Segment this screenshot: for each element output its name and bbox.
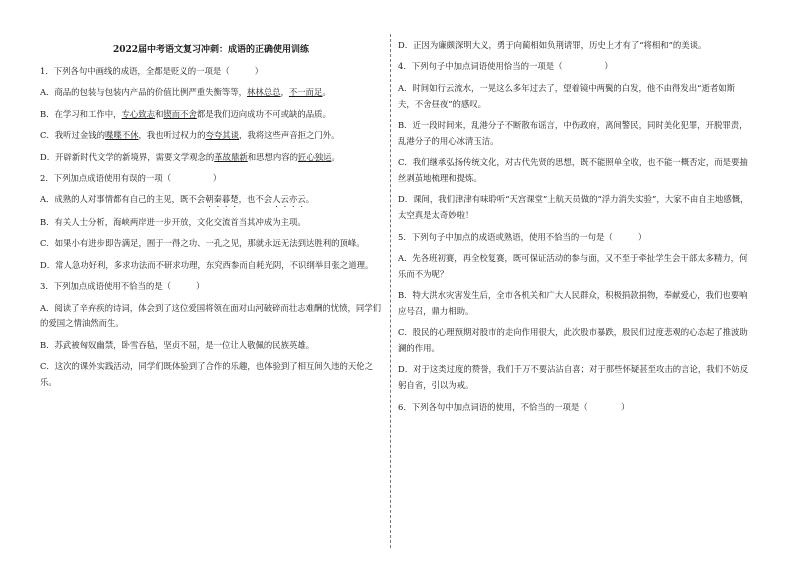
underlined-idiom: 不一而足 bbox=[288, 87, 323, 98]
text-segment: A．阅读了辛弃疾的诗词，体会到了这位爱国将领在面对山河破碎而壮志难酬的忧愤，同学们的爱国之情油然而生。 bbox=[40, 302, 382, 329]
underlined-idiom: 喋喋不休 bbox=[105, 130, 139, 141]
question-line-q2c bbox=[40, 236, 382, 252]
question-line-q1d bbox=[40, 150, 382, 166]
underlined-idiom: 锲而不舍 bbox=[163, 108, 197, 119]
text-segment: C．我们继承弘扬传统文化，对古代先贤的思想，既不能照单全收，也不能一概否定，而是要抽丝剥茧地梳理和提炼。 bbox=[398, 157, 748, 183]
text-segment: 6．下列各句中加点词语的使用，不恰当的一项是（ ） bbox=[398, 401, 630, 412]
text-segment: B．特大洪水灾害发生后，全市各机关和广大人民群众，积极捐款捐物，奉献爱心，我们也要响应号召，鼎力相助。 bbox=[398, 290, 748, 316]
question-line-q2b bbox=[40, 215, 382, 231]
text-segment: ，我将这些声音拒之门外。 bbox=[239, 130, 340, 141]
text-segment: B．苏武被匈奴幽禁，卧雪吞毡，坚贞不屈，是一位让人敬佩的民族英雄。 bbox=[40, 339, 315, 350]
text-segment: ， bbox=[280, 87, 289, 98]
underlined-idiom: 匠心独运 bbox=[297, 151, 332, 162]
question-line-q1c bbox=[40, 128, 382, 144]
underlined-idiom: 革故鼎新 bbox=[214, 151, 248, 162]
question-line-q3d bbox=[398, 38, 750, 54]
text-segment: B．有关人士分析，海峡两岸进一步开放，文化交流首当其冲成为主项。 bbox=[40, 216, 306, 227]
text-segment: 。 bbox=[305, 194, 315, 205]
question-line-q5c bbox=[398, 325, 750, 357]
question-line-q5d bbox=[398, 362, 750, 394]
question-line-q3a bbox=[40, 301, 382, 333]
text-segment: D．正因为廉颇深明大义，勇于向蔺相如负荆请罪，历史上才有了“将相和”的美谈。 bbox=[398, 40, 707, 50]
question-line-q2d bbox=[40, 258, 382, 274]
underlined-idiom: 夸夸其谈 bbox=[205, 130, 240, 141]
page-title: 2022届中考语文复习冲刺：成语的正确使用训练 bbox=[112, 45, 310, 55]
text-segment: 5．下列句子中加点的成语或熟语，使用不恰当的一句是（ ） bbox=[398, 231, 647, 242]
question-line-q3c bbox=[40, 359, 382, 391]
question-line-q1a bbox=[40, 85, 382, 101]
question-line-q5 bbox=[398, 230, 750, 246]
text-segment: 都是我们迈向成功不可或缺的品质。 bbox=[196, 108, 331, 119]
text-segment: C．这次的课外实践活动，同学们既体验到了合作的乐趣，也体验到了相互间久违的天伦之乐。 bbox=[40, 361, 374, 387]
question-line-q1 bbox=[40, 64, 382, 80]
text-segment: D．常人急功好利，多求功法而不研求功理，东究西参而自耗光阴，不识纲举目张之道理。 bbox=[40, 259, 374, 270]
text-segment: C．如果小有进步即告满足，囿于一得之功、一孔之见，那就永远无法到达胜利的顶峰。 bbox=[40, 238, 365, 249]
question-line-q6 bbox=[398, 400, 750, 416]
text-segment: C．我听过金钱的 bbox=[40, 130, 106, 141]
underlined-idiom: 林林总总 bbox=[247, 87, 281, 98]
text-segment: A．先各班初赛，再全校复赛，既可保证活动的参与面，又不至于牵扯学生会干部太多精力，何乐而不为呢？ bbox=[398, 252, 748, 279]
text-segment: B．在学习和工作中， bbox=[40, 108, 122, 119]
dotted-idiom: 朝秦暮楚 bbox=[205, 194, 239, 205]
dotted-idiom: 人云亦云 bbox=[272, 194, 306, 205]
text-segment: ，我也听过权力的 bbox=[138, 130, 206, 141]
text-segment: D．课间，我们津津有味聆听“天宫课堂”上航天员做的“浮力消失实验”，大家不由自主地感慨，太空真是太奇妙啦！ bbox=[398, 194, 749, 221]
question-line-q4a bbox=[398, 81, 750, 113]
text-segment: 4．下列句子中加点词语使用恰当的一项是（ ） bbox=[398, 61, 613, 72]
text-segment: 和思想内容的 bbox=[247, 151, 298, 162]
question-line-q3b bbox=[40, 338, 382, 354]
right-column bbox=[398, 38, 750, 548]
question-line-q3 bbox=[40, 279, 382, 295]
question-line-q5b bbox=[398, 288, 750, 320]
question-line-q5a bbox=[398, 251, 750, 283]
text-segment: ，也不会 bbox=[238, 194, 273, 205]
question-line-q1b bbox=[40, 107, 382, 123]
text-segment: A．成熟的人对事情都有自己的主见，既不会 bbox=[40, 194, 206, 205]
text-segment: A．时间如行云流水，一晃这么多年过去了，望着镜中两鬓的白发，他不由得发出“逝者如斯夫，不舍昼夜”的感叹。 bbox=[398, 82, 735, 109]
text-segment: D．开辟新时代文学的新境界，需要文学观念的 bbox=[40, 151, 215, 162]
text-segment: 和 bbox=[155, 108, 164, 119]
text-segment: D．对于这类过度的赞誉，我们千万不要沾沾自喜；对于那些怀疑甚至攻击的言论，我们不妨反躬自省，引以为戒。 bbox=[398, 364, 749, 391]
text-segment: 1．下列各句中画线的成语，全都是贬义的一项是（ ） bbox=[40, 66, 264, 76]
text-segment: A．商品的包装与包装内产品的价值比例严重失衡等等， bbox=[40, 87, 248, 98]
text-segment: 。 bbox=[331, 151, 340, 162]
right-column-body bbox=[398, 38, 750, 415]
question-line-q2a bbox=[40, 192, 382, 209]
text-segment: B．近一段时间来，乱港分子不断散布谣言，中伤政府，离间警民，同时美化犯罪，开脱罪责，乱港分子的用心冰清玉洁。 bbox=[398, 119, 748, 146]
text-segment: C．股民的心理预期对股市的走向作用很大，此次股市暴跌，股民们过度悲观的心态起了推波助澜的作用。 bbox=[398, 327, 748, 354]
underlined-idiom: 专心致志 bbox=[121, 108, 156, 119]
column-divider bbox=[390, 34, 391, 548]
left-column-body bbox=[40, 64, 382, 391]
text-segment: 2．下列加点成语使用有误的一项（ ） bbox=[40, 172, 222, 183]
text-segment: 3．下列加点成语使用不恰当的是（ ） bbox=[40, 281, 205, 292]
question-line-q4b bbox=[398, 118, 750, 150]
left-column bbox=[40, 38, 382, 548]
question-line-q4c bbox=[398, 155, 750, 187]
question-line-q4d bbox=[398, 192, 750, 224]
question-line-q2 bbox=[40, 171, 382, 187]
question-line-q4 bbox=[398, 59, 750, 75]
text-segment: 。 bbox=[322, 87, 331, 98]
